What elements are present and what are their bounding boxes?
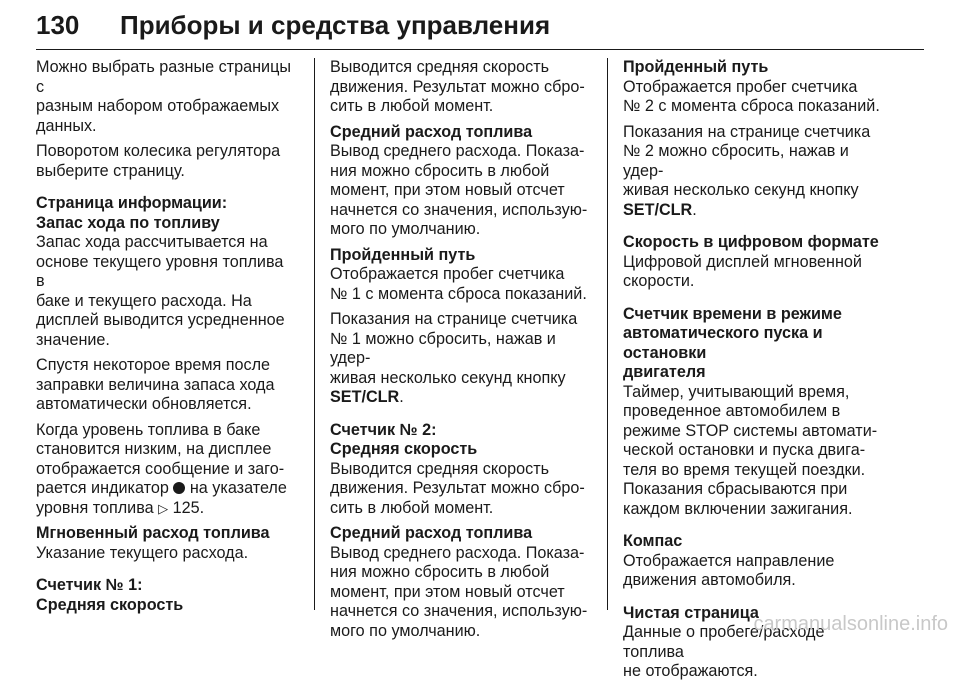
paragraph: Спустя некоторое время после заправки величина запаса хода автоматически обновляется. — [36, 356, 275, 413]
paragraph: Вывод среднего расхода. Показа- ния можно сбросить в любой момент, при этом новый отсчет начнется со значения, использую- мого по умолчанию. — [330, 543, 588, 640]
section-heading: Счетчик № 1: Средняя скорость — [36, 576, 184, 614]
paragraph-text: . — [692, 200, 697, 219]
paragraph: Указание текущего расхода. — [36, 543, 249, 562]
paragraph: Поворотом колесика регулятора выберите страницу. — [36, 142, 281, 180]
column-divider — [607, 58, 608, 610]
page-title: Приборы и средства управления — [120, 10, 551, 40]
section-heading: Средний расход топлива — [330, 524, 533, 542]
section-heading: Чистая страница — [623, 603, 759, 622]
section-heading: Пройденный путь — [330, 245, 476, 264]
paragraph: Выводится средняя скорость движения. Результат можно сбро- сить в любой момент. — [330, 58, 585, 115]
watermark: carmanualsonline.info — [753, 613, 948, 635]
section-heading: Пройденный путь — [623, 58, 769, 76]
column-1 — [36, 58, 294, 615]
section-heading: Мгновенный расход топлива — [36, 524, 270, 542]
section-heading: Скорость в цифровом формате — [623, 233, 879, 251]
paragraph-text: Когда уровень топлива в баке становится низким, на дисплее отображается сообщение и заго- рается индикатор — [36, 420, 285, 497]
paragraph — [623, 123, 881, 221]
section-heading: Компас — [623, 532, 683, 550]
paragraph-text: Показания на странице счетчика № 2 можно сбросить, нажав и удер- живая несколько секунд кнопку — [623, 122, 871, 199]
column-3 — [623, 58, 881, 688]
page-header — [36, 10, 924, 50]
paragraph: Данные о пробеге/расходе топлива не отображаются. — [623, 623, 825, 680]
paragraph: Отображается направление движения автомобиля. — [623, 551, 835, 589]
paragraph: Отображается пробег счетчика № 2 с момента сброса показаний. — [623, 77, 880, 115]
paragraph-text: Показания на странице счетчика № 1 можно сбросить, нажав и удер- живая несколько секунд кнопку — [330, 310, 578, 387]
paragraph: Можно выбрать разные страницы с разным набором отображаемых данных. — [36, 58, 291, 135]
page-number: 130 — [36, 10, 80, 40]
section-heading: Счетчик времени в режиме автоматического пуска и остановки двигателя — [623, 304, 842, 381]
page-reference[interactable]: 125. — [172, 498, 205, 517]
paragraph: Запас хода рассчитывается на основе текущего уровня топлива в баке и текущего расхода. На дисплей выводится усредненное значение. — [36, 233, 285, 349]
button-name: SET/CLR — [623, 200, 693, 219]
column-divider — [314, 58, 315, 610]
paragraph: Вывод среднего расхода. Показа- ния можно сбросить в любой момент, при этом новый отсчет начнется со значения, использую- мого по умолчанию. — [330, 142, 588, 238]
section-heading: Страница информации: Запас хода по топливу — [36, 194, 228, 232]
paragraph: Выводится средняя скорость движения. Результат можно сбро- сить в любой момент. — [330, 459, 585, 517]
header-rule — [36, 49, 924, 50]
paragraph: Таймер, учитывающий время, проведенное автомобилем в режиме STOP системы автомати- ческой остановки и пуска двига- теля во время текущей поездки. Показания сбрасываются при каждом включении зажигания. — [623, 382, 878, 518]
paragraph-text: . — [399, 388, 404, 406]
paragraph: Цифровой дисплей мгновенной скорости. — [623, 252, 862, 290]
fuel-warning-dot-icon — [173, 482, 185, 494]
paragraph — [330, 310, 588, 408]
section-heading: Счетчик № 2: Средняя скорость — [330, 420, 478, 458]
paragraph: Отображается пробег счетчика № 1 с момента сброса показаний. — [330, 265, 587, 303]
column-2 — [330, 58, 588, 647]
paragraph-text: на указателе уровня топлива — [36, 479, 287, 517]
button-name: SET/CLR — [330, 388, 400, 406]
page-reference-triangle-icon: ▷ — [158, 500, 169, 516]
paragraph — [36, 421, 294, 519]
section-heading: Средний расход топлива — [330, 122, 533, 141]
